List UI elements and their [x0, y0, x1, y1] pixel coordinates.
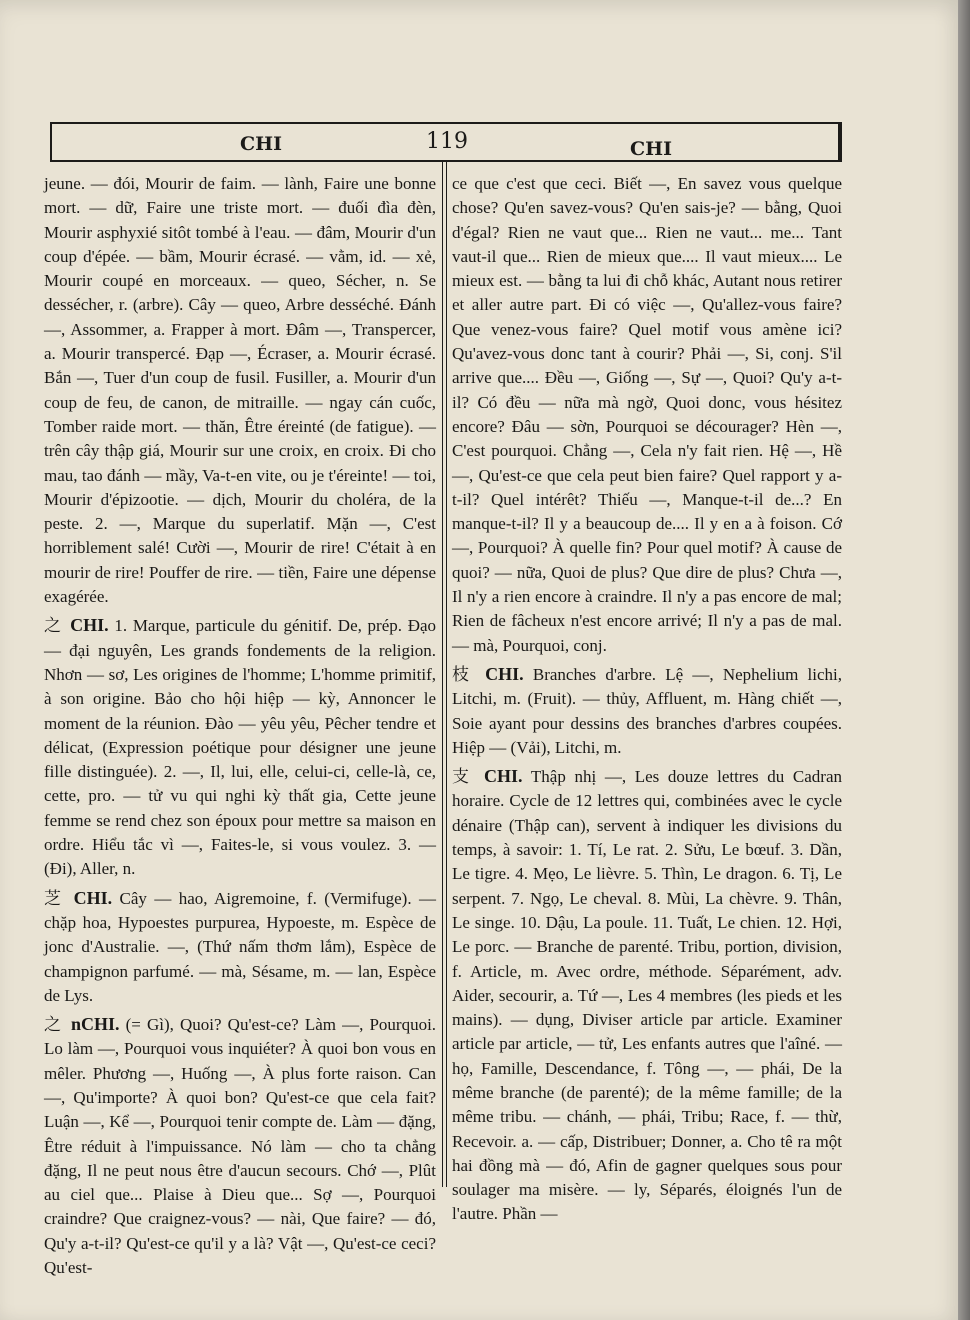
entry-headword: CHI. [73, 887, 113, 908]
right-column [452, 172, 842, 1227]
continued-entry-text: jeune. — đói, Mourir de faim. — lành, Faire une bonne mort. — dữ, Faire une triste mort. — đuối đìa đèn, Mourir asphyxié sitôt tombé à l'eau. — đâm, Mourir d'un coup d'épée. — bầm, Mourir écrasé. — vằm, id. — xẻ, Mourir coupé en morceaux. — queo, Sécher, n. Se dessécher, r. (arbre). Cây — queo, Arbre desséché. Đánh —, Assommer, a. Frapper à mort. Đâm —, Transpercer, a. Mourir transpercé. Đạp —, Écraser, a. Mourir écrasé. Bắn —, Tuer d'un coup de fusil. Fusiller, a. Mourir d'un coup de feu, de canon, de mitraille. — ngay cán cuốc, Tomber raide mort. — thăn, Être éreinté (de fatigue). — trên cây thập giá, Mourir sur une croix, en croix. Đi cho mau, tao đánh — mầy, Va-t-en vite, ou je t'éreinte! — toi, Mourir d'épizootie. — dịch, Mourir du choléra, de la peste. 2. —, Marque du superlatif. Mặn —, C'est horriblement salé! Cười —, Mourir de rire! C'était à en mourir de rire! Pouffer de rire. — tiền, Faire une dépense exagérée. [44, 174, 436, 607]
entry-text: (= Gì), Quoi? Qu'est-ce? Làm —, Pourquoi. Lo làm —, Pourquoi vous inquiéter? À quoi bon vous en mêler. Phương —, Huống —, À plus forte raison. Can —, Qu'importe? À quoi bon? Qu'est-ce que cela fait? Luận —, Kể —, Pourquoi tenir compte de. Làm — đặng, Être réduit à l'impuissance. Nó làm — cho ta chẳng đặng, Il ne peut nous être d'aucun secours. Chớ —, Plût au ciel que... Plaise à Dieu que... Sợ —, Pourquoi craindre? Que craignez-vous? — nài, Que faire? — đó, Qu'y a-t-il? Qu'est-ce qu'il y a là? Vật —, Qu'est-ce ceci? Qu'est- [44, 1015, 437, 1278]
page-edge-shadow [958, 0, 970, 1320]
dictionary-entry [44, 613, 436, 881]
column-divider [442, 162, 447, 1187]
entry-text: 1. Marque, particule du génitif. De, prép. Đạo — đại nguyên, Les grands fondements de la religion. Nhơn — sơ, Les origines de l'homme; L'homme primitif, à son origine. Bảo cho hội hiệp — kỳ, Annoncer le moment de la réunion. Đào — yêu yêu, Pêcher tendre et délicat, (Expression poétique pour désigner une jeune fille distinguée). 2. —, Il, lui, elle, celui-ci, celle-là, ce, cette, pro. — tử vu qui nghi kỳ thất gia, Cette jeune femme se rend chez son époux pour mettre sa maison en ordre. Hiểu tắc vì —, Faites-le, si vous voulez. 3. — (Đi), Aller, n. [44, 616, 437, 879]
han-character: 支 [452, 767, 474, 788]
dictionary-entry [44, 1012, 436, 1280]
entry-headword: nCHI. [71, 1014, 120, 1035]
running-header [50, 122, 842, 162]
left-column [44, 172, 436, 1280]
entry-text: Thập nhị —, Les douze lettres du Cadran horaire. Cycle de 12 lettres qui, combinées avec le cycle dénaire (Thập can), servent à indiquer les divisions du temps, à savoir: 1. Tí, Le rat. 2. Sửu, Le bœuf. 3. Dần, Le tigre. 4. Mẹo, Le lièvre. 5. Thìn, Le dragon. 6. Tị, Le serpent. 7. Ngọ, Le cheval. 8. Mùi, La chèvre. 9. Thân, Le singe. 10. Dậu, La poule. 11. Tuất, Le chien. 12. Hợi, Le porc. — Branche de parenté. Tribu, portion, division, f. Article, m. Avec ordre, méthode. Séparément, adv. Aider, secourir, a. Tứ —, Les 4 membres (les pieds et les mains). — dụng, Diviser article par article. Examiner article par article, — tử, Les enfants autres que l'aîné. — họ, Famille, Descendance, f. Tông —, — phái, De la même branche (de parenté); de la même famille; de la même tribu. — chánh, — phái, Tribu; Race, f. — thừ, Recevoir. a. — cấp, Distribuer; Donner, a. Cho tê ra một hai đồng mà — đó, Afin de gagner quelques sous pour soulager ma misère. — ly, Séparés, éloignés l'un de l'autre. Phần — [452, 767, 843, 1224]
dictionary-entry [44, 886, 436, 1008]
page-number: 119 [426, 129, 468, 154]
dictionary-entry [452, 764, 842, 1227]
han-character: 之 [44, 1015, 63, 1036]
han-character: 之 [44, 616, 63, 637]
entry-headword: CHI. [70, 615, 109, 636]
header-left-word: CHI [240, 133, 282, 155]
han-character: 芝 [44, 888, 65, 909]
han-character: 枝 [452, 664, 474, 685]
entry-text: Branches d'arbre. Lệ —, Nephelium lichi, Litchi, m. (Fruit). — thủy, Affluent, m. Hàng chiết —, Soie ayant pour dessins des branches d'arbres coupées. Hiệp — (Vải), Litchi, m. [452, 664, 843, 757]
dictionary-entry [452, 662, 842, 760]
entry-headword: CHI. [484, 766, 523, 787]
continued-entry-text: ce que c'est que ceci. Biết —, En savez vous quelque chose? Qu'en savez-vous? Qu'en sais-je? — bằng, Quoi d'égal? Rien ne vaut que... Rien ne vaut... me... Tant vaut-il que... Rien de mieux que.... Il vaut mieux.... Le mieux est. — bằng ta lui đi chỗ khác, Autant nous retirer et aller autre part. Đi có việc —, Qu'allez-vous faire? Que venez-vous faire? Quel motif vous amène ici? Qu'avez-vous donc tant à courir? Phải —, Si, conj. S'il arrive que.... Đều —, Giống —, Sự —, Quoi? Qu'y a-t-il? Có đều — nữa mà ngờ, Quoi donc, vous hésitez encore? Đâu — sờn, Pourquoi se décourager? Hèn —, C'est pourquoi. Chẳng —, Cela n'y fait rien. Hệ —, Hề —, Qu'est-ce que cela peut bien faire? Quel rapport y a-t-il? Quel intérêt? Thiếu —, Manque-t-il de...? En manque-t-il? Il y a beaucoup de.... Il y en a à foison. Cớ —, Pourquoi? À quelle fin? Pour quel motif? À cause de quoi? — nữa, Quoi de plus? Que dire de plus? Chưa —, Il n'y a rien encore à craindre. Il n'y a pas encore de mal; Rien de fâcheux n'est encore arrivé; Il n'y a pas de mal. — mà, Pourquoi, conj. [452, 174, 842, 655]
entry-headword: CHI. [485, 663, 524, 684]
header-right-word: CHI [630, 138, 672, 160]
entry-text: Cây — hao, Aigremoine, f. (Vermifuge). — chặp hoa, Hypoestes purpurea, Hypoeste, m. Espèce de jonc d'Australie. —, (Thứ nấm thơm lắm), Espèce de champignon parfumé. — mà, Sésame, m. — lan, Espèce de Lys. [44, 888, 436, 1005]
